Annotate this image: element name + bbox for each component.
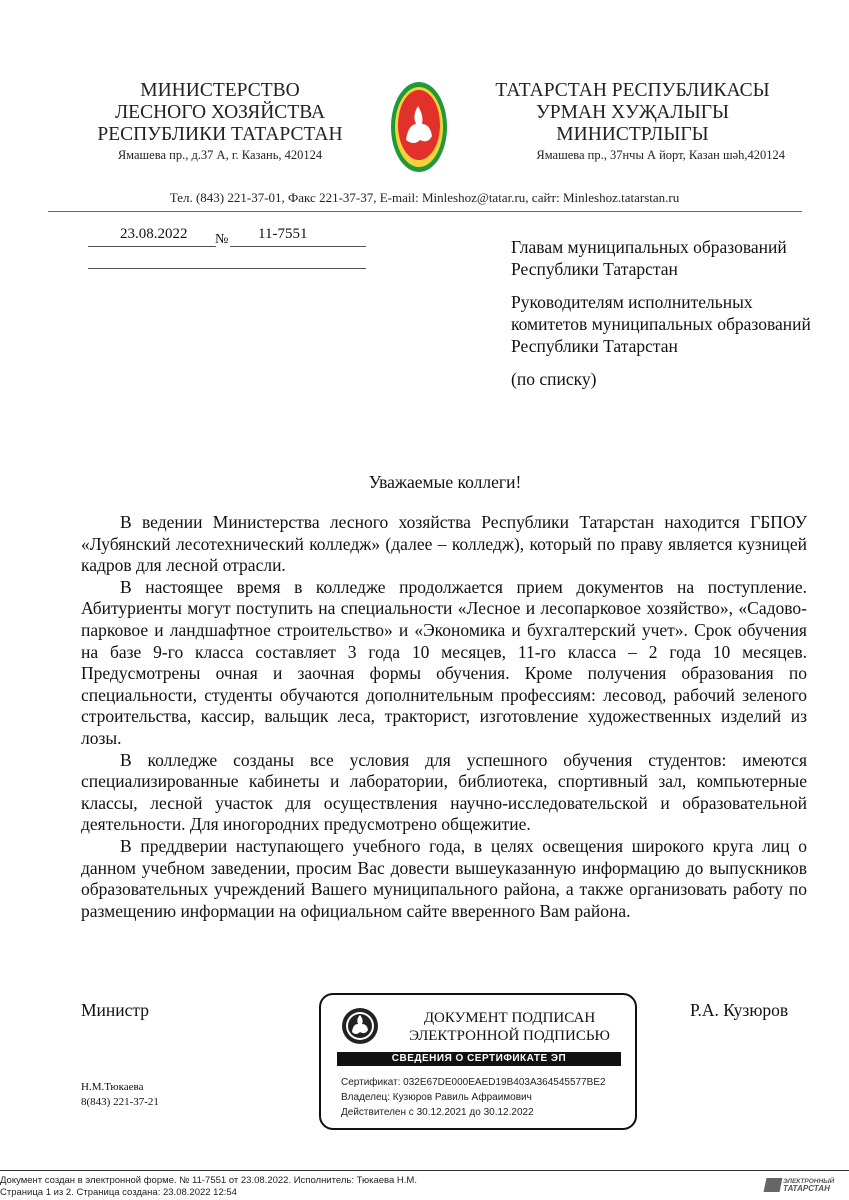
letter-body [81,512,807,922]
electronic-tatarstan-logo [765,1178,834,1192]
footer-line: Страница 1 из 2. Страница создана: 23.08.2022 12:54 [0,1187,237,1198]
cert-info [341,1075,606,1120]
addressee-line: Руководителям исполнительных комитетов муниципальных образований Республики Татарстан [511,292,811,356]
logo-text: ЭЛЕКТРОННЫЙ [783,1178,835,1185]
contacts: Тел. (843) 221-37-01, Факс 221-37-37, E-mail: Minleshoz@tatar.ru, сайт: Minleshoz.tatarstan.ru [169,190,680,205]
executor [81,1080,159,1110]
logo-mark-icon [764,1178,783,1192]
underline [88,268,366,269]
footer-line: Документ создан в электронной форме. № 11-7551 от 23.08.2022. Исполнитель: Тюкаева Н.М. [0,1175,417,1186]
paragraph: В ведении Министерства лесного хозяйства Республики Татарстан находится ГБПОУ «Лубянский лесотехнический колледж» (далее – колледж), который по праву является кузницей кадров для лесной отрасли. [81,512,807,576]
stamp-title-line: ЭЛЕКТРОННОЙ ПОДПИСЬЮ [409,1028,610,1044]
cert-number: Сертификат: 032E67DE000EAED19B403A364545577BE2 [341,1077,606,1088]
addressee-line: (по списку) [511,369,597,389]
executor-name: Н.М.Тюкаева [81,1081,144,1093]
underline [230,246,366,247]
executor-phone: 8(843) 221-37-21 [81,1096,159,1108]
tatarstan-emblem-icon [390,80,448,174]
address-tt: Ямашева пр., 37нчы А йорт, Казан шәһ,420124 [536,148,785,162]
header-line: МИНИСТЕРСТВО [140,80,300,101]
reg-no-label: № [215,232,229,247]
paragraph: В настоящее время в колледже продолжается прием документов на поступление. Абитуриенты могут поступить на специальности «Лесное и лесопарковое хозяйство», «Садово-парковое и ландшафтное строительство» и «Экономика и бухгалтерский учет». Срок обучения на базе 9-го класса составляет 3 года 10 месяцев, 11-го класса – 2 года 10 месяцев. Предусмотрены очная и заочная формы обучения. Кроме получения образования по специальности, студенты обучаются дополнительным профессиям: лесовод, рабочий зеленого строительства, кассир, вальщик леса, тракторист, изготовление художественных изделий из лозы. [81,576,807,748]
cert-header: СВЕДЕНИЯ О СЕРТИФИКАТЕ ЭП [337,1052,621,1066]
ministry-name-tt [480,80,785,164]
cert-validity: Действителен с 30.12.2021 до 30.12.2022 [341,1107,534,1118]
signer-name: Р.А. Кузюров [690,1000,789,1020]
header-line: ТАТАРСТАН РЕСПУБЛИКАСЫ [495,80,770,101]
footer [0,1175,417,1199]
paragraph: В колледже созданы все условия для успешного обучения студентов: имеются специализированные кабинеты и лаборатории, библиотека, спортивный зал, компьютерные классы, лесной участок для осуществления научно-исследовательской и образовательной деятельности. Для иногородних предусмотрено общежитие. [81,749,807,835]
header-line: РЕСПУБЛИКИ ТАТАРСТАН [97,124,343,145]
underline [88,246,216,247]
header-line: УРМАН ХУҖАЛЫГЫ [536,102,729,123]
paragraph: В преддверии наступающего учебного года, в целях освещения широкого круга лиц о данном учебном заведении, просим Вас довести вышеуказанную информацию до выпускников образовательных учреждений Вашего муниципального района, а также организовать работу по размещению информации на официальном сайте вверенного Вам района. [81,835,807,921]
header-divider [48,211,802,212]
reg-date: 23.08.2022 [120,226,188,242]
stamp-title [407,1009,612,1045]
logo-text: ТАТАРСТАН [783,1184,830,1193]
ministry-name-ru [80,80,360,164]
header-line: ЛЕСНОГО ХОЗЯЙСТВА [114,102,326,123]
e-signature-stamp [319,993,637,1130]
addressee [511,236,811,401]
footer-divider [0,1170,849,1171]
stamp-title-line: ДОКУМЕНТ ПОДПИСАН [423,1010,596,1026]
cert-owner: Владелец: Кузюров Равиль Афраимович [341,1092,532,1103]
emblem-icon [341,1007,379,1045]
address-ru: Ямашева пр., д.37 А, г. Казань, 420124 [117,148,323,162]
header-line: МИНИСТРЛЫГЫ [556,124,709,145]
greeting: Уважаемые коллеги! [368,472,522,492]
reg-number: 11-7551 [258,226,308,242]
signer-position: Министр [81,1000,150,1020]
addressee-line: Главам муниципальных образований Республики Татарстан [511,237,787,279]
